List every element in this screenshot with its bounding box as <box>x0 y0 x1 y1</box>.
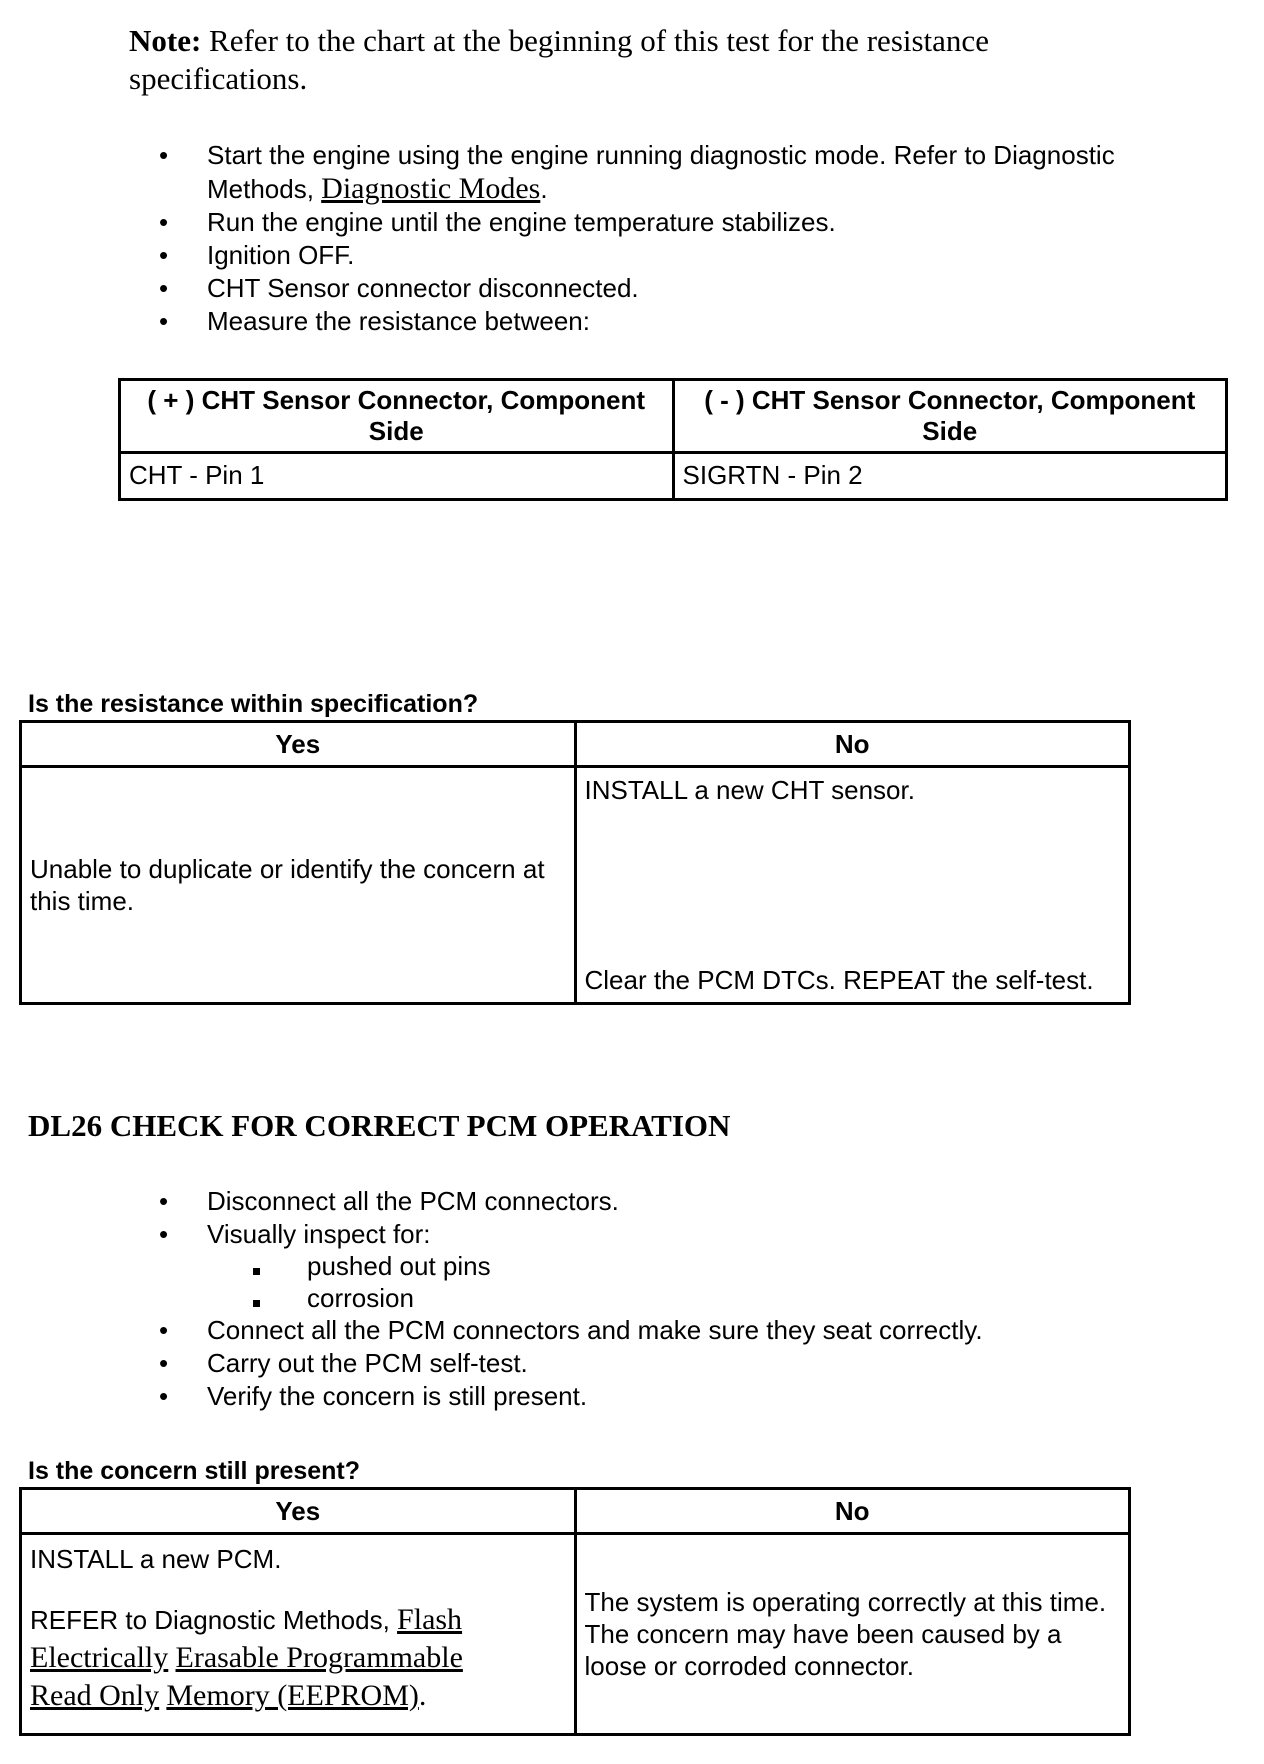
note-paragraph <box>129 22 1129 98</box>
step-text: Run the engine until the engine temperature stabilizes. <box>207 207 836 237</box>
bullet-icon <box>143 206 207 239</box>
step-text: Connect all the PCM connectors and make sure they seat correctly. <box>207 1315 983 1345</box>
no-cell-text: The system is operating correctly at this time. The concern may have been caused by a loose or corroded connector. <box>584 1587 1107 1681</box>
no-cell <box>575 1534 1130 1735</box>
table-header-positive: ( + ) CHT Sensor Connector, Component Side <box>120 380 674 453</box>
bullet-icon <box>143 1347 207 1380</box>
sub-list-item <box>243 1250 1183 1282</box>
list-item <box>143 1185 1183 1218</box>
step-text: Verify the concern is still present. <box>207 1381 588 1411</box>
table-cell-positive: CHT - Pin 1 <box>120 453 674 500</box>
steps-list-2 <box>143 1185 1183 1413</box>
step-text: Start the engine using the engine running diagnostic mode. Refer to Diagnostic Methods, <box>207 140 1115 204</box>
yes-header: Yes <box>21 1489 576 1534</box>
question-resistance: Is the resistance within specification? <box>28 690 479 718</box>
yes-cell-refer <box>30 1601 566 1715</box>
bullet-icon <box>143 139 207 172</box>
flash-link[interactable]: Flash <box>397 1603 463 1636</box>
no-header: No <box>575 722 1130 767</box>
note-label: Note: <box>129 23 202 58</box>
step-text: CHT Sensor connector disconnected. <box>207 273 639 303</box>
bullet-icon <box>143 1314 207 1347</box>
no-header: No <box>575 1489 1130 1534</box>
sub-item-text: pushed out pins <box>307 1251 491 1281</box>
list-item <box>143 139 1183 206</box>
bullet-icon <box>143 239 207 272</box>
step-text: Visually inspect for: <box>207 1219 431 1249</box>
table-header-negative: ( - ) CHT Sensor Connector, Component Side <box>673 380 1227 453</box>
yes-header: Yes <box>21 722 576 767</box>
step-text: Measure the resistance between: <box>207 306 590 336</box>
step-text: Disconnect all the PCM connectors. <box>207 1186 619 1216</box>
table-cell-negative: SIGRTN - Pin 2 <box>673 453 1227 500</box>
section-title: DL26 CHECK FOR CORRECT PCM OPERATION <box>28 1108 731 1143</box>
step-text: Ignition OFF. <box>207 240 355 270</box>
step-end: . <box>540 174 548 204</box>
memory-eeprom-link[interactable]: Memory (EEPROM) <box>166 1679 419 1712</box>
refer-text: REFER to Diagnostic Methods, <box>30 1605 398 1635</box>
sub-item-text: corrosion <box>307 1283 414 1313</box>
bullet-icon <box>143 305 207 338</box>
bullet-icon <box>143 1218 207 1250</box>
note-text: Refer to the chart at the beginning of this test for the resistance specifications. <box>129 23 989 96</box>
erasable-programmable-link[interactable]: Erasable Programmable <box>175 1641 463 1674</box>
step-text: Carry out the PCM self-test. <box>207 1348 528 1378</box>
steps-list-1 <box>143 139 1183 338</box>
resistance-answer-table <box>19 720 1131 1005</box>
yes-cell <box>21 1534 576 1735</box>
bullet-icon <box>143 1185 207 1218</box>
sub-list-item <box>243 1282 1183 1314</box>
list-item <box>143 272 1183 305</box>
no-cell-text-1: INSTALL a new CHT sensor. <box>584 775 915 805</box>
list-item <box>143 1380 1183 1413</box>
list-item <box>143 305 1183 338</box>
inspect-sublist <box>243 1250 1183 1314</box>
yes-cell <box>21 767 576 1004</box>
diagnostic-modes-link[interactable]: Diagnostic Modes <box>321 172 541 205</box>
yes-cell-text: Unable to duplicate or identify the concern at this time. <box>30 854 545 916</box>
refer-end: . <box>418 1679 427 1712</box>
list-item <box>143 1314 1183 1347</box>
measurement-table <box>118 378 1228 501</box>
list-item <box>143 239 1183 272</box>
question-concern: Is the concern still present? <box>28 1457 361 1485</box>
concern-answer-table <box>19 1487 1131 1736</box>
list-item <box>143 1347 1183 1380</box>
electrically-link[interactable]: Electrically <box>30 1641 169 1674</box>
square-bullet-icon <box>243 1250 260 1282</box>
bullet-icon <box>143 1380 207 1413</box>
list-item <box>143 1218 1183 1314</box>
no-cell-text-2: Clear the PCM DTCs. REPEAT the self-test. <box>584 965 1094 995</box>
no-cell <box>575 767 1130 1004</box>
read-only-link[interactable]: Read Only <box>30 1679 160 1712</box>
bullet-icon <box>143 272 207 305</box>
square-bullet-icon <box>243 1282 260 1314</box>
list-item <box>143 206 1183 239</box>
yes-cell-text-1: INSTALL a new PCM. <box>30 1544 282 1574</box>
